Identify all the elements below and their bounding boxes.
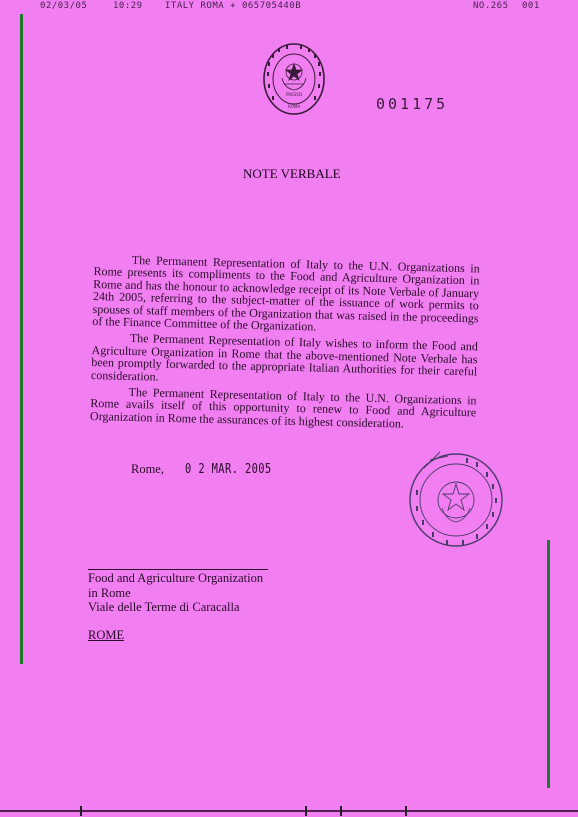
recipient-address [88,571,263,615]
round-stamp-seal [406,450,506,550]
bottom-tick-mark [305,806,307,816]
fax-sender: ITALY ROMA + 065705440B [165,1,302,11]
fax-time: 10:29 [113,1,143,11]
note-body [90,253,480,436]
address-line-3: Viale delle Terme di Caracalla [88,600,240,614]
recipient-city: ROME [88,628,125,642]
official-seal-emblem [262,42,326,116]
address-line-2: in Rome [88,585,131,600]
place-name: Rome, [131,462,164,476]
bottom-tick-mark [340,806,342,816]
fax-page: 001 [522,1,540,11]
bottom-edge-line [0,810,578,812]
address-line-1: Food and Agriculture Organization [88,571,264,585]
stamped-date: 0 2 MAR. 2005 [185,462,272,477]
protocol-number: 001175 [376,95,449,113]
bottom-tick-mark [80,806,82,816]
seal-label: PRESSO [286,92,302,97]
document-title: NOTE VERBALE [243,166,341,181]
date-line [131,462,293,477]
left-margin-bar [20,14,23,664]
paragraph-2: The Permanent Representation of Italy wishes to inform the Food and Agriculture Organization in Rome that the above-mentioned Note Verbale has been promptly forwarded to the appropriate Italian Authorities for their careful consideration. [90,331,478,384]
right-margin-bar [547,540,550,788]
fax-page-number: NO.265 [473,1,509,11]
paragraph-1: The Permanent Representation of Italy to the U.N. Organizations in Rome presents its compliments to the Food and Agriculture Organization in Rome and has the honour to acknowledge receipt of its Note Verbale of January 24th 2005, referring to the subject-matter of the issuance of work permits to spouses of staff members of the Organization that was raised in the proceedings of the Finance Committee of the Organization. [92,252,480,334]
fax-date: 02/03/05 [40,1,88,11]
seal-bottom-text: ROMA [287,104,301,109]
bottom-tick-mark [405,806,407,816]
paragraph-3: The Permanent Representation of Italy to the U.N. Organizations in Rome avails itself of this opportunity to renew to Food and Agriculture Organization in Rome the assurances of its highest consideration. [89,384,477,431]
address-rule [88,569,268,570]
fax-transmission-header [40,1,550,13]
